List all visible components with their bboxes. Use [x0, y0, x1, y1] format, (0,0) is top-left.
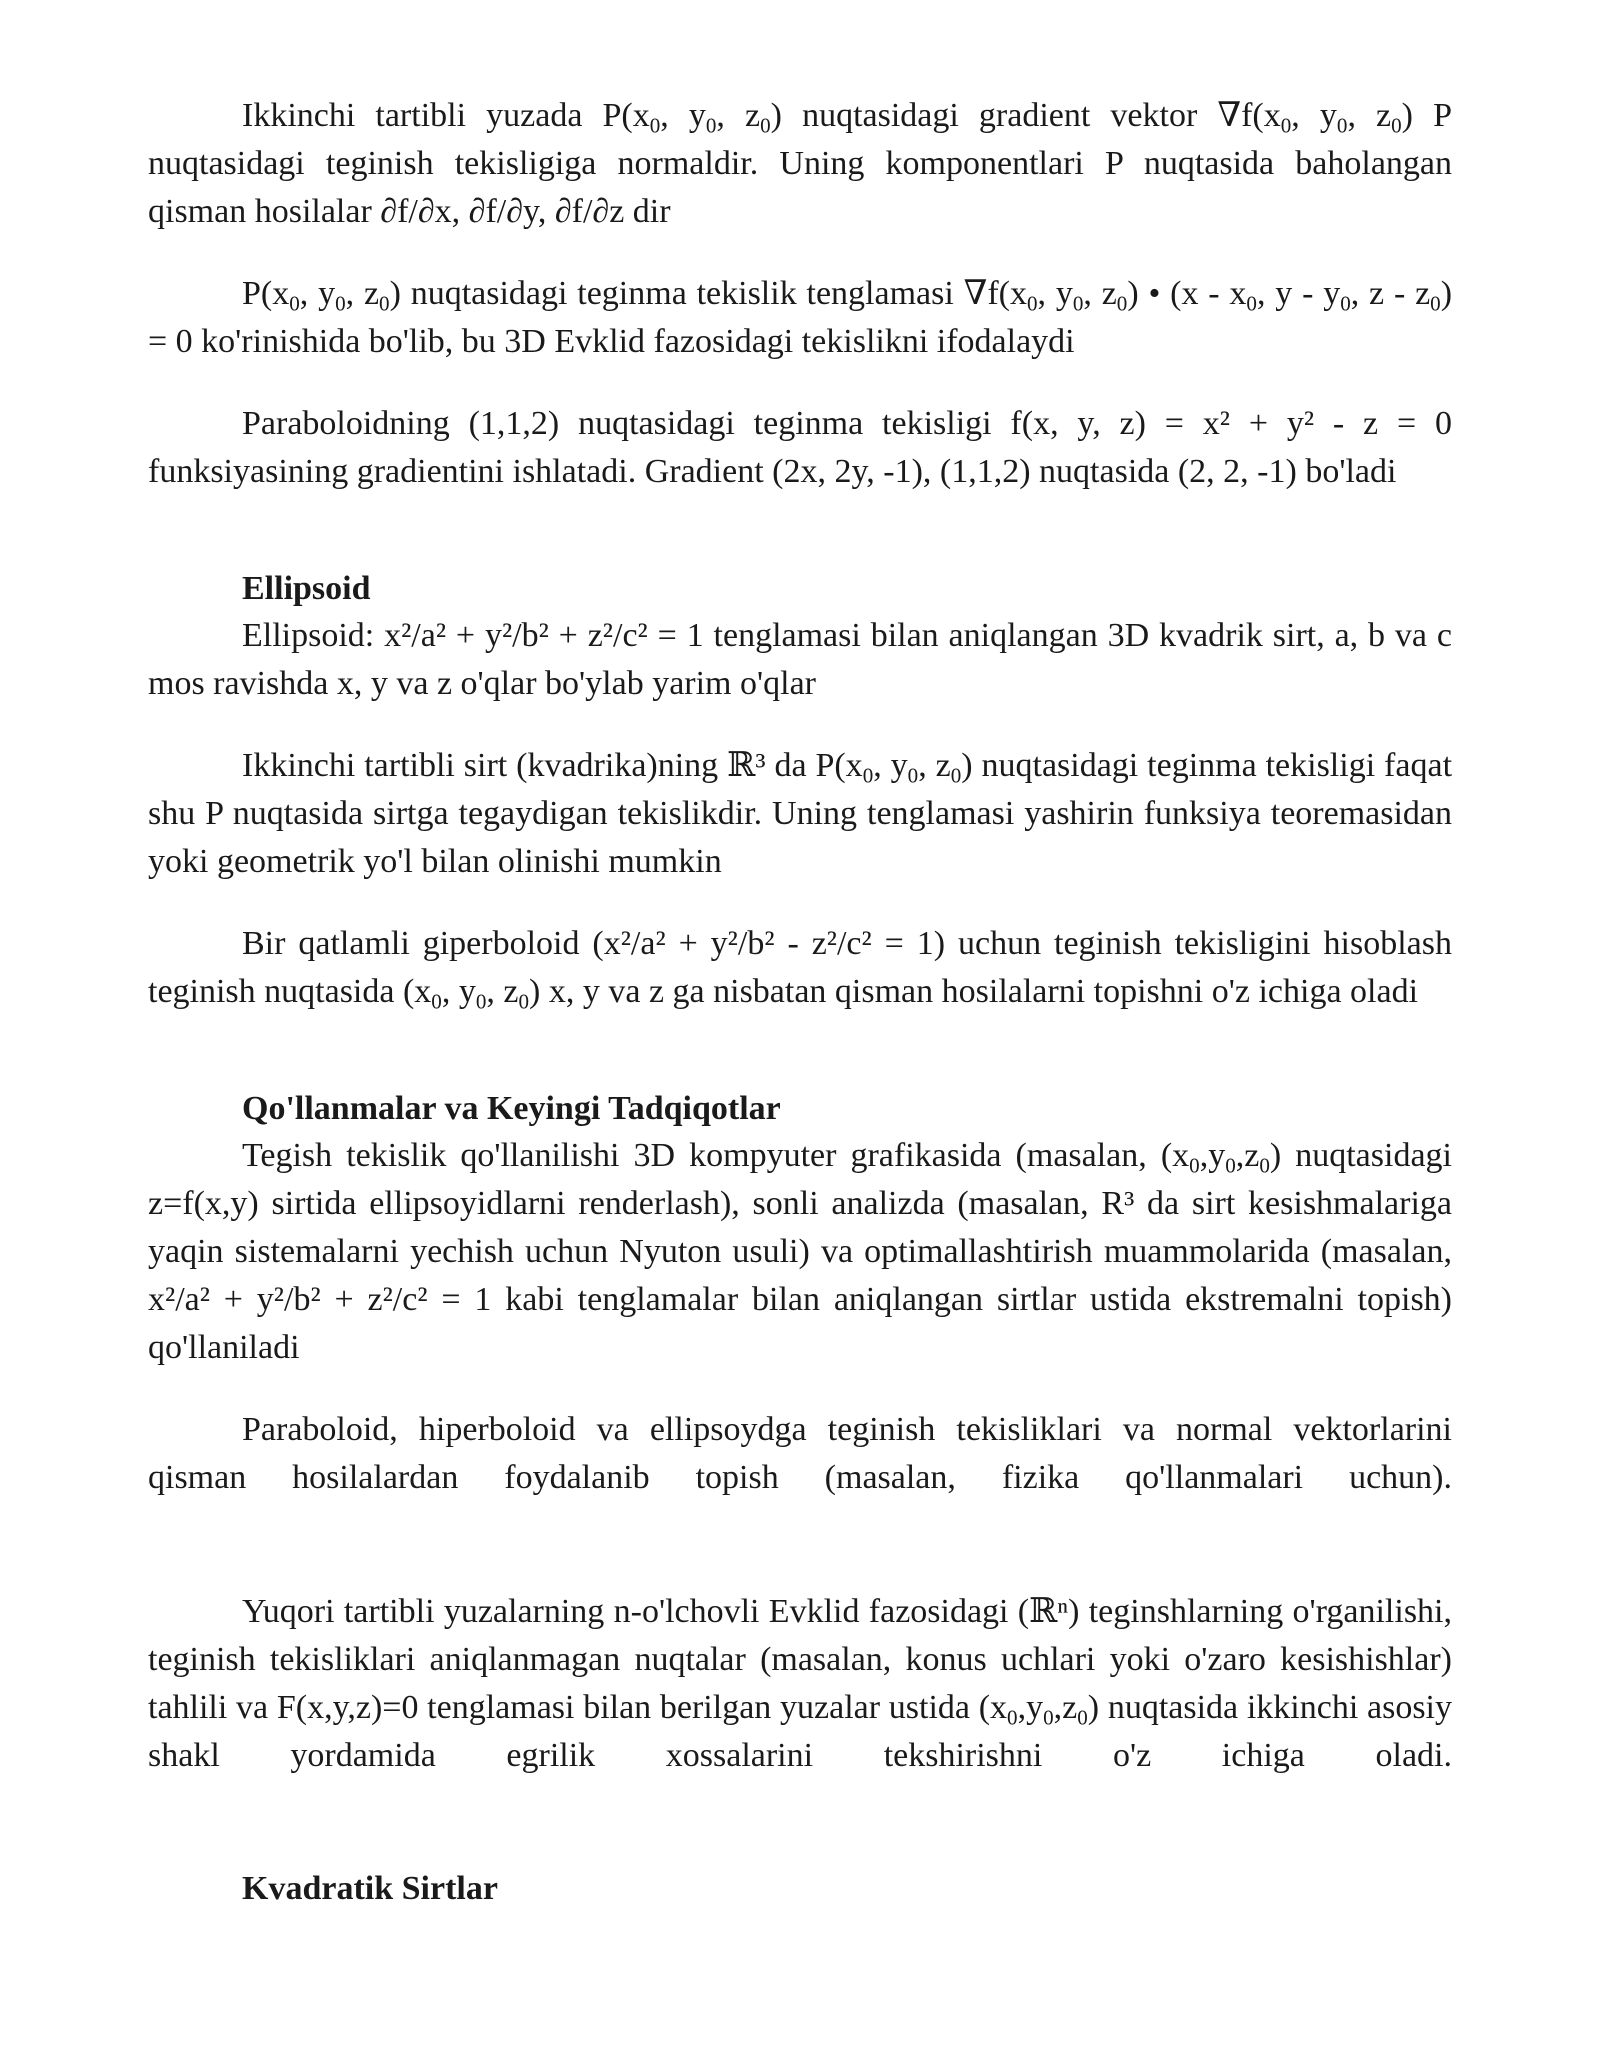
paragraph-paraboloid: Paraboloidning (1,1,2) nuqtasidagi teginma tekisligi f(x, y, z) = x² + y² - z = 0 funksiyasining gradientini ishlatadi. Gradient (2x, 2y, -1), (1,1,2) nuqtasida (2, 2, -1) bo'ladi — [148, 405, 1452, 490]
subscript: 0 — [1072, 291, 1084, 316]
paragraph-hyperboloid — [148, 920, 1452, 1016]
subscript: 0 — [649, 113, 661, 138]
text-run: ) • (x - x — [1127, 275, 1247, 312]
subscript: 0 — [1336, 113, 1348, 138]
spacer — [148, 1814, 1452, 1866]
subscript: 0 — [1007, 1705, 1018, 1730]
spacer — [148, 530, 1452, 566]
subscript: 0 — [1026, 291, 1038, 316]
text-run: ) = 0 ko'rinishida bo'lib, bu 3D Evklid fazosidagi tekislikni ifodalaydi — [148, 275, 1453, 360]
text-run: , z — [716, 97, 761, 134]
text-run: ,y — [1017, 1689, 1044, 1726]
spacer — [148, 1536, 1452, 1588]
subscript: 0 — [1225, 1153, 1236, 1178]
subscript: 0 — [379, 291, 390, 316]
subscript: 0 — [1259, 1153, 1270, 1178]
text-run: ) nuqtasidagi z=f(x,y) sirtida ellipsoyidlarni renderlash), sonli analizda (masalan, R³ da sirt kesishmalariga yaqin sistemalarni yechish uchun Nyuton usuli) va optimallashtirish muammolarida (masalan, x²/a² + y²/b² + z²/c² = 1 kabi tenglamalar bilan aniqlangan sirtlar ustida ekstremalni topish) qo'llaniladi — [148, 1137, 1452, 1366]
heading-ellipsoid: Ellipsoid — [242, 570, 371, 607]
text-run: ) P nuqtasidagi teginish tekisligiga normaldir. Uning komponentlari P nuqtasida baholangan qisman hosilalar ∂f/∂x, ∂f/∂y, ∂f/∂z dir — [148, 97, 1452, 230]
paragraph-gradient-normal — [148, 92, 1452, 236]
paragraph-ellipsoid: Ellipsoid: x²/a² + y²/b² + z²/c² = 1 tenglamasi bilan aniqlangan 3D kvadrik sirt, a, b va c mos ravishda x, y va z o'qlar bo'ylab yarim o'qlar — [148, 617, 1452, 702]
text-run: ) nuqtasidagi teginma tekisligi faqat shu P nuqtasida sirtga tegaydigan tekislikdir. Uning tenglamasi yashirin funksiya teoremasidan yoki geometrik yo'l bilan olinishi mumkin — [148, 747, 1453, 880]
document-page — [148, 92, 1452, 1912]
subscript: 0 — [1430, 291, 1441, 316]
subscript: 0 — [760, 113, 771, 138]
text-run: Yuqori tartibli yuzalarning n-o'lchovli Evklid fazosidagi (ℝⁿ) teginshlarning o'rganilishi, teginish tekisliklari aniqlanmagan nuqtalar (masalan, konus uchlari yoki o'zaro kesishishlar) tahlili va F(x,y,z)=0 tenglamasi bilan berilgan yuzalar ustida (x — [148, 1593, 1452, 1726]
subscript: 0 — [431, 989, 442, 1014]
subscript: 0 — [1189, 1153, 1200, 1178]
subscript: 0 — [1246, 291, 1257, 316]
subscript: 0 — [1340, 291, 1351, 316]
text-run: ,z — [1235, 1137, 1260, 1174]
subscript: 0 — [907, 763, 919, 788]
text-run: , z — [345, 275, 380, 312]
text-run: , y — [873, 747, 908, 784]
spacer — [148, 1050, 1452, 1086]
subscript: 0 — [475, 989, 487, 1014]
text-run: ) nuqtasidagi teginma tekislik tenglamasi ∇f(x — [389, 275, 1027, 312]
text-run: ,z — [1053, 1689, 1078, 1726]
subscript: 0 — [518, 989, 530, 1014]
paragraph-normal-vectors: Paraboloid, hiperboloid va ellipsoydga teginish tekisliklari va normal vektorlarini qisman hosilalardan foydalanib topish (masalan, fizika qo'llanmalari uchun). — [148, 1411, 1452, 1496]
paragraph-quadric-tangent — [148, 742, 1452, 886]
paragraph-applications — [148, 1132, 1452, 1372]
text-run: , y — [1291, 97, 1337, 134]
subscript: 0 — [950, 763, 962, 788]
text-run: Bir qatlamli giperboloid (x²/a² + y²/b² - z²/c² = 1) uchun teginish tekisligini hisoblash teginish nuqtasida (x — [148, 925, 1452, 1010]
text-run: , z - z — [1350, 275, 1431, 312]
text-run: , z — [1083, 275, 1117, 312]
text-run: , z — [1347, 97, 1392, 134]
subscript: 0 — [1116, 291, 1128, 316]
text-run: , z — [486, 973, 519, 1010]
paragraph-tangent-plane-equation — [148, 270, 1452, 366]
text-run: , y — [1037, 275, 1073, 312]
text-run: Ikkinchi tartibli sirt (kvadrika)ning ℝ³ da P(x — [242, 747, 863, 784]
heading-quadratic-surfaces: Kvadratik Sirtlar — [242, 1870, 498, 1907]
subscript: 0 — [335, 291, 346, 316]
text-run: Ikkinchi tartibli yuzada P(x — [242, 97, 650, 134]
subscript: 0 — [705, 113, 717, 138]
subscript: 0 — [1043, 1705, 1054, 1730]
text-run: , y — [441, 973, 476, 1010]
text-run: , z — [918, 747, 951, 784]
subscript: 0 — [862, 763, 874, 788]
paragraph-higher-order — [148, 1588, 1452, 1780]
text-run: , y — [299, 275, 336, 312]
subscript: 0 — [1391, 113, 1402, 138]
subscript: 0 — [1077, 1705, 1088, 1730]
text-run: ) nuqtasidagi gradient vektor ∇f(x — [770, 97, 1281, 134]
text-run: P(x — [242, 275, 290, 312]
subscript: 0 — [1280, 113, 1292, 138]
text-run: ) x, y va z ga nisbatan qisman hosilalarni topishni o'z ichiga oladi — [529, 973, 1419, 1010]
text-run: ) nuqtasida ikkinchi asosiy shakl yordamida egrilik xossalarini tekshirishni o'z ichiga oladi. — [148, 1689, 1452, 1774]
text-run: ,y — [1199, 1137, 1226, 1174]
text-run: , y - y — [1256, 275, 1341, 312]
heading-applications: Qo'llanmalar va Keyingi Tadqiqotlar — [242, 1090, 781, 1127]
text-run: Tegish tekislik qo'llanilishi 3D kompyuter grafikasida (masalan, (x — [242, 1137, 1190, 1174]
subscript: 0 — [289, 291, 300, 316]
text-run: , y — [660, 97, 706, 134]
